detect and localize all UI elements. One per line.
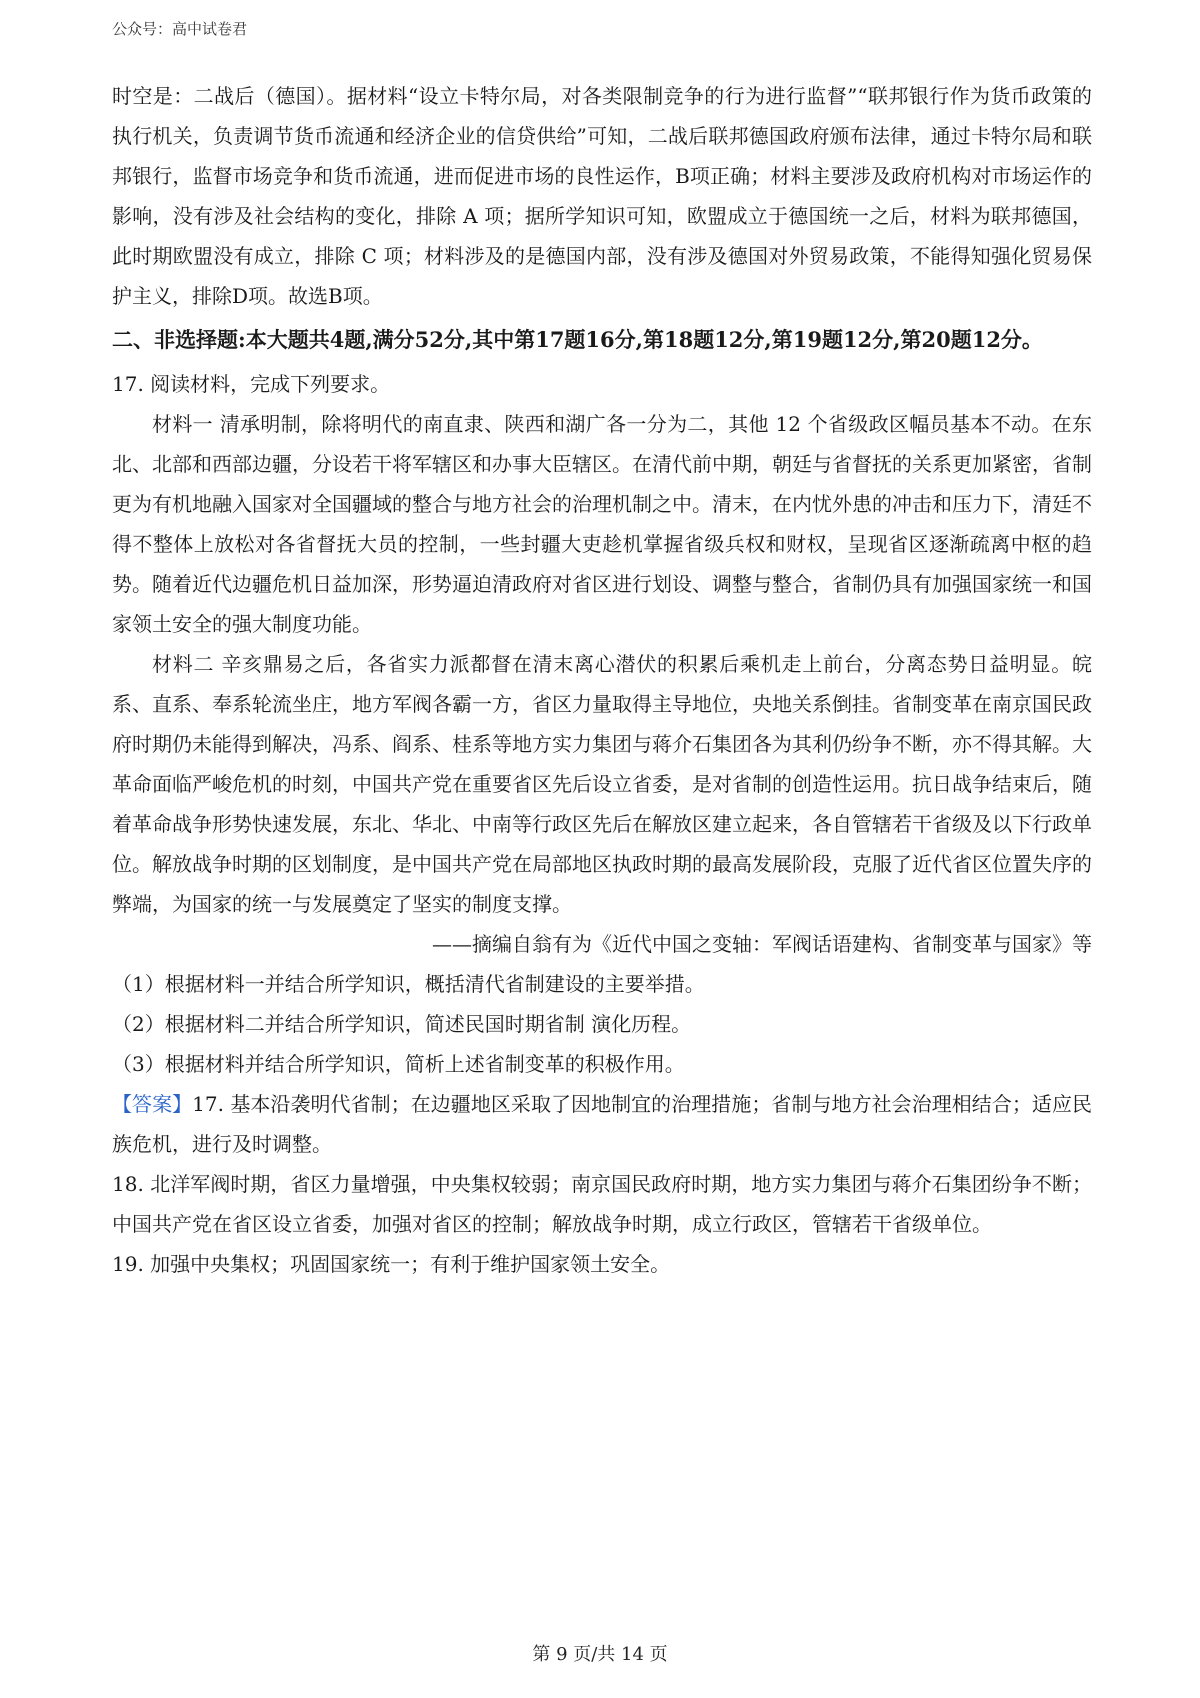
- q17-stem: 17. 阅读材料，完成下列要求。: [112, 372, 391, 396]
- page-header-source: 公众号：高中试卷君: [112, 20, 248, 38]
- answer-18: 18. 北洋军阀时期，省区力量增强，中央集权较弱；南京国民政府时期，地方实力集团与蒋介石集团纷争不断；中国共产党在省区设立省委，加强对省区的控制；解放战争时期，成立行政区，管辖若干省级单位。: [112, 1172, 1092, 1236]
- answer-17-text: 17. 基本沿袭明代省制；在边疆地区采取了因地制宜的治理措施；省制与地方社会治理相结合；适应民族危机，进行及时调整。: [112, 1092, 1092, 1156]
- q17-subquestion-3: （3）根据材料并结合所学知识，简析上述省制变革的积极作用。: [112, 1052, 685, 1076]
- page-content: [112, 76, 1092, 1284]
- answer-17: [112, 1084, 1092, 1164]
- q17-subquestion-1: （1）根据材料一并结合所学知识，概括清代省制建设的主要举措。: [112, 972, 705, 996]
- q17-material-2: 材料二 辛亥鼎易之后，各省实力派都督在清末离心潜伏的积累后乘机走上前台，分离态势日益明显。皖系、直系、奉系轮流坐庄，地方军阀各霸一方，省区力量取得主导地位，央地关系倒挂。省制变革在南京国民政府时期仍未能得到解决，冯系、阎系、桂系等地方实力集团与蒋介石集团各为其利仍纷争不断，亦不得其解。大革命面临严峻危机的时刻，中国共产党在重要省区先后设立省委，是对省制的创造性运用。抗日战争结束后，随着革命战争形势快速发展，东北、华北、中南等行政区先后在解放区建立起来，各自管辖若干省级及以下行政单位。解放战争时期的区划制度，是中国共产党在局部地区执政时期的最高发展阶段，克服了近代省区位置失序的弊端，为国家的统一与发展奠定了坚实的制度支撑。: [112, 652, 1092, 916]
- section-2-heading: 二、非选择题:本大题共4题,满分52分,其中第17题16分,第18题12分,第19题12分,第20题12分。: [112, 327, 1043, 352]
- answer-19: 19. 加强中央集权；巩固国家统一；有利于维护国家领土安全。: [112, 1252, 671, 1276]
- answer-tag: 【答案】: [112, 1092, 193, 1116]
- q16-explanation: 时空是：二战后（德国）。据材料“设立卡特尔局，对各类限制竞争的行为进行监督”“联邦银行作为货币政策的执行机关，负责调节货币流通和经济企业的信贷供给”可知，二战后联邦德国政府颁布法律，通过卡特尔局和联邦银行，监督市场竞争和货币流通，进而促进市场的良性运作，B项正确；材料主要涉及政府机构对市场运作的影响，没有涉及社会结构的变化，排除 A 项；据所学知识可知，欧盟成立于德国统一之后，材料为联邦德国，此时期欧盟没有成立，排除 C 项；材料涉及的是德国内部，没有涉及德国对外贸易政策，不能得知强化贸易保护主义，排除D项。故选B项。: [112, 84, 1092, 308]
- q17-source-citation: ——摘编自翁有为《近代中国之变轴：军阀话语建构、省制变革与国家》等: [432, 932, 1092, 956]
- page-number-footer: 第 9 页/共 14 页: [532, 1644, 668, 1665]
- q17-subquestion-2: （2）根据材料二并结合所学知识，简述民国时期省制 演化历程。: [112, 1012, 692, 1036]
- q17-material-1: 材料一 清承明制，除将明代的南直隶、陕西和湖广各一分为二，其他 12 个省级政区幅员基本不动。在东北、北部和西部边疆，分设若干将军辖区和办事大臣辖区。在清代前中期，朝廷与省督抚的关系更加紧密，省制更为有机地融入国家对全国疆域的整合与地方社会的治理机制之中。清末，在内忧外患的冲击和压力下，清廷不得不整体上放松对各省督抚大员的控制，一些封疆大吏趁机掌握省级兵权和财权，呈现省区逐渐疏离中枢的趋势。随着近代边疆危机日益加深，形势逼迫清政府对省区进行划设、调整与整合，省制仍具有加强国家统一和国家领土安全的强大制度功能。: [112, 412, 1092, 636]
